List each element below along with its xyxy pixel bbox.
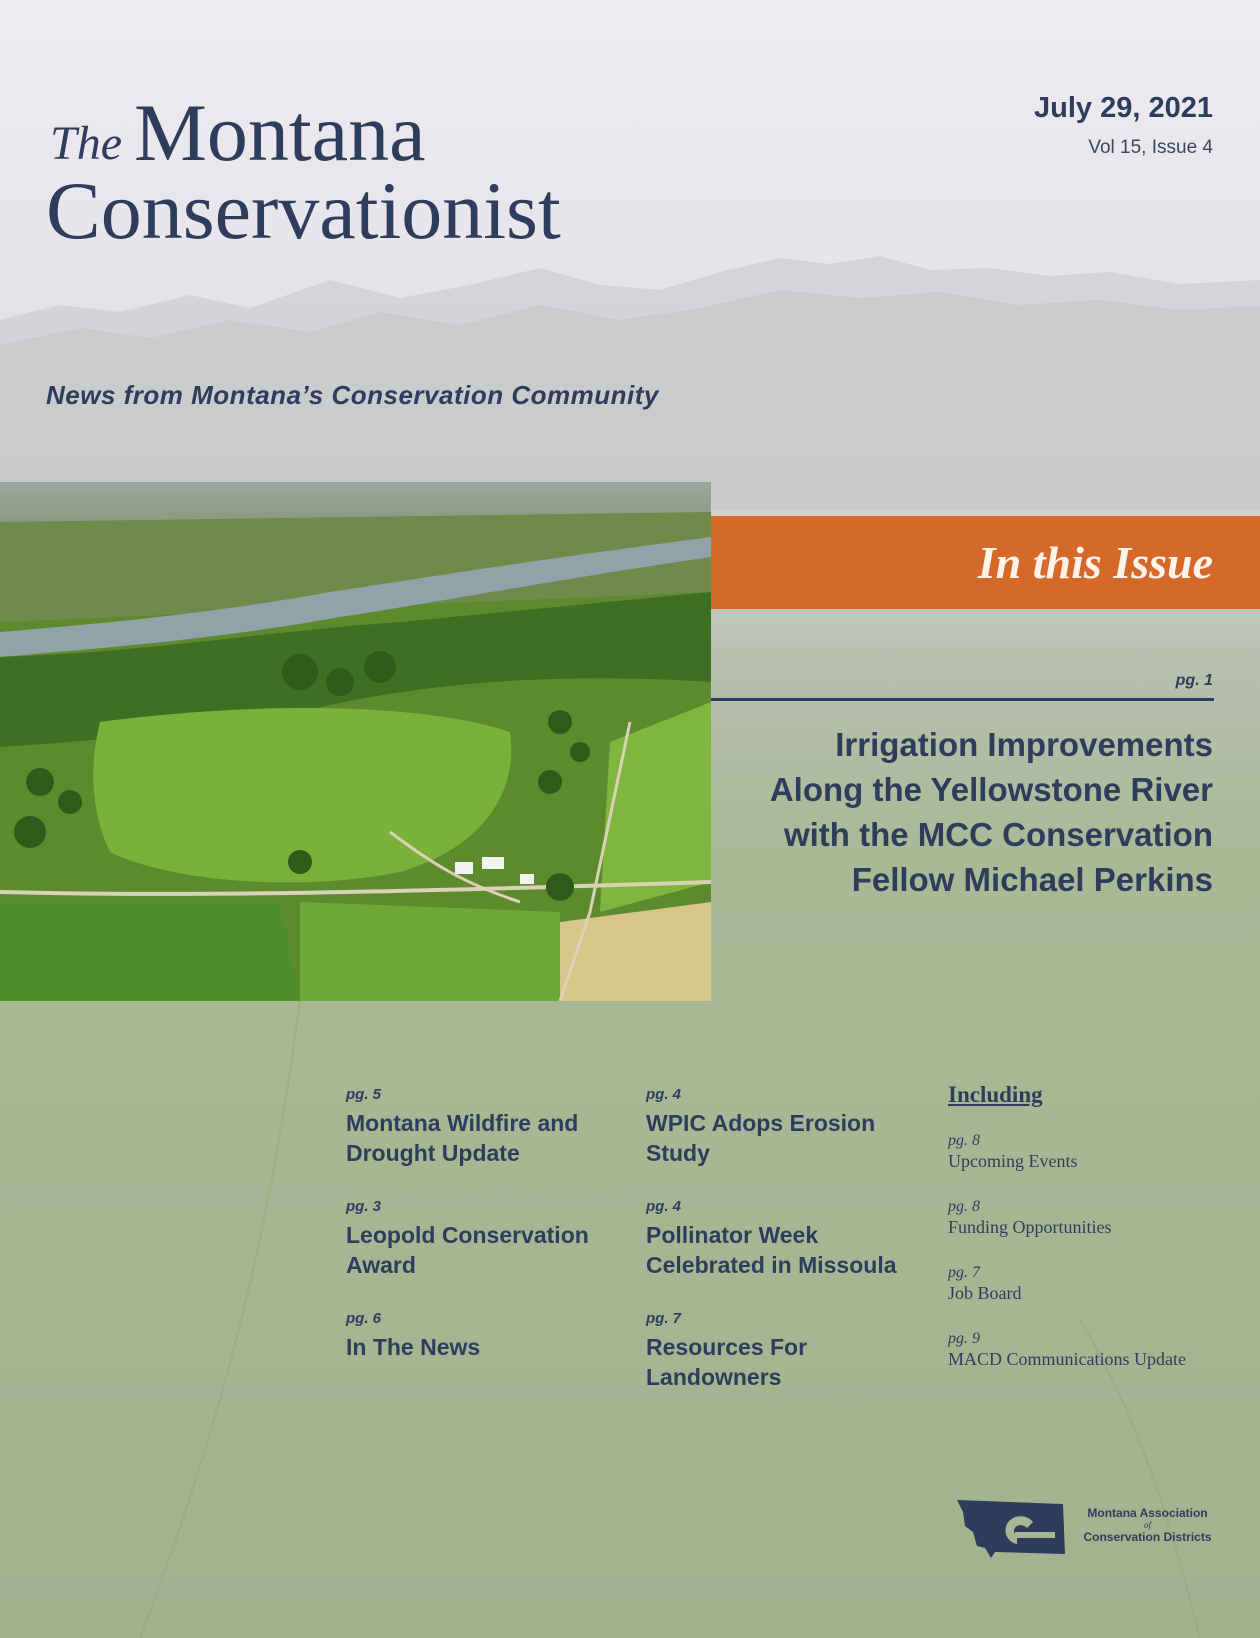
including-item[interactable] [948, 1198, 1218, 1238]
article-page: pg. 3 [346, 1198, 382, 1215]
article-title: Montana Wildfire and Drought Update [346, 1110, 579, 1166]
macd-logo-text [1080, 1506, 1215, 1545]
article-page: pg. 6 [346, 1310, 382, 1327]
article-title: Pollinator Week Celebrated in Missoula [646, 1222, 897, 1278]
issue-volume: Vol 15, Issue 4 [1088, 137, 1213, 158]
including-title: Funding Opportunities [948, 1217, 1112, 1237]
article-item[interactable] [646, 1310, 906, 1392]
including-column [948, 1082, 1218, 1396]
article-title: In The News [346, 1334, 481, 1360]
issue-date: July 29, 2021 [1034, 92, 1213, 124]
article-item[interactable] [346, 1086, 606, 1168]
article-title: Leopold Conservation Award [346, 1222, 589, 1278]
feature-article-title[interactable]: Irrigation Improvements Along the Yellowstone River with the MCC Conservation Fellow Michael Perkins [769, 726, 1213, 898]
logo-line3: Conservation Districts [1083, 1530, 1212, 1544]
article-item[interactable] [646, 1198, 906, 1280]
in-this-issue-banner [711, 516, 1260, 609]
including-heading: Including [948, 1082, 1043, 1107]
feature-page-number: pg. 1 [1175, 672, 1213, 689]
article-page: pg. 5 [346, 1086, 382, 1103]
including-page: pg. 8 [948, 1198, 980, 1215]
article-item[interactable] [346, 1198, 606, 1280]
masthead-title-line2: Conservationist [46, 165, 561, 256]
in-this-issue-heading: In this Issue [977, 537, 1213, 588]
article-item[interactable] [646, 1086, 906, 1168]
aerial-farm-photo [0, 482, 711, 1001]
including-page: pg. 8 [948, 1132, 980, 1149]
masthead-title-line1: Montana [134, 87, 426, 178]
logo-line1: Montana Association [1087, 1506, 1208, 1520]
including-item[interactable] [948, 1132, 1218, 1172]
including-title: MACD Communications Update [948, 1349, 1186, 1369]
article-page: pg. 4 [646, 1198, 682, 1215]
article-item[interactable] [346, 1310, 606, 1362]
masthead-the: The [50, 117, 122, 170]
including-title: Upcoming Events [948, 1151, 1078, 1171]
article-title: WPIC Adops Erosion Study [646, 1110, 876, 1166]
montana-state-logo-icon [955, 1498, 1067, 1560]
including-item[interactable] [948, 1264, 1218, 1304]
tagline: News from Montana’s Conservation Community [46, 380, 659, 410]
article-title: Resources For Landowners [646, 1334, 808, 1390]
article-page: pg. 7 [646, 1310, 682, 1327]
articles-column-2 [646, 1086, 906, 1422]
including-page: pg. 9 [948, 1330, 980, 1347]
logo-line2: of [1143, 1520, 1151, 1530]
including-page: pg. 7 [948, 1264, 980, 1281]
article-page: pg. 4 [646, 1086, 682, 1103]
feature-divider [711, 698, 1214, 701]
including-title: Job Board [948, 1283, 1022, 1303]
articles-column-1 [346, 1086, 606, 1392]
including-item[interactable] [948, 1330, 1218, 1370]
